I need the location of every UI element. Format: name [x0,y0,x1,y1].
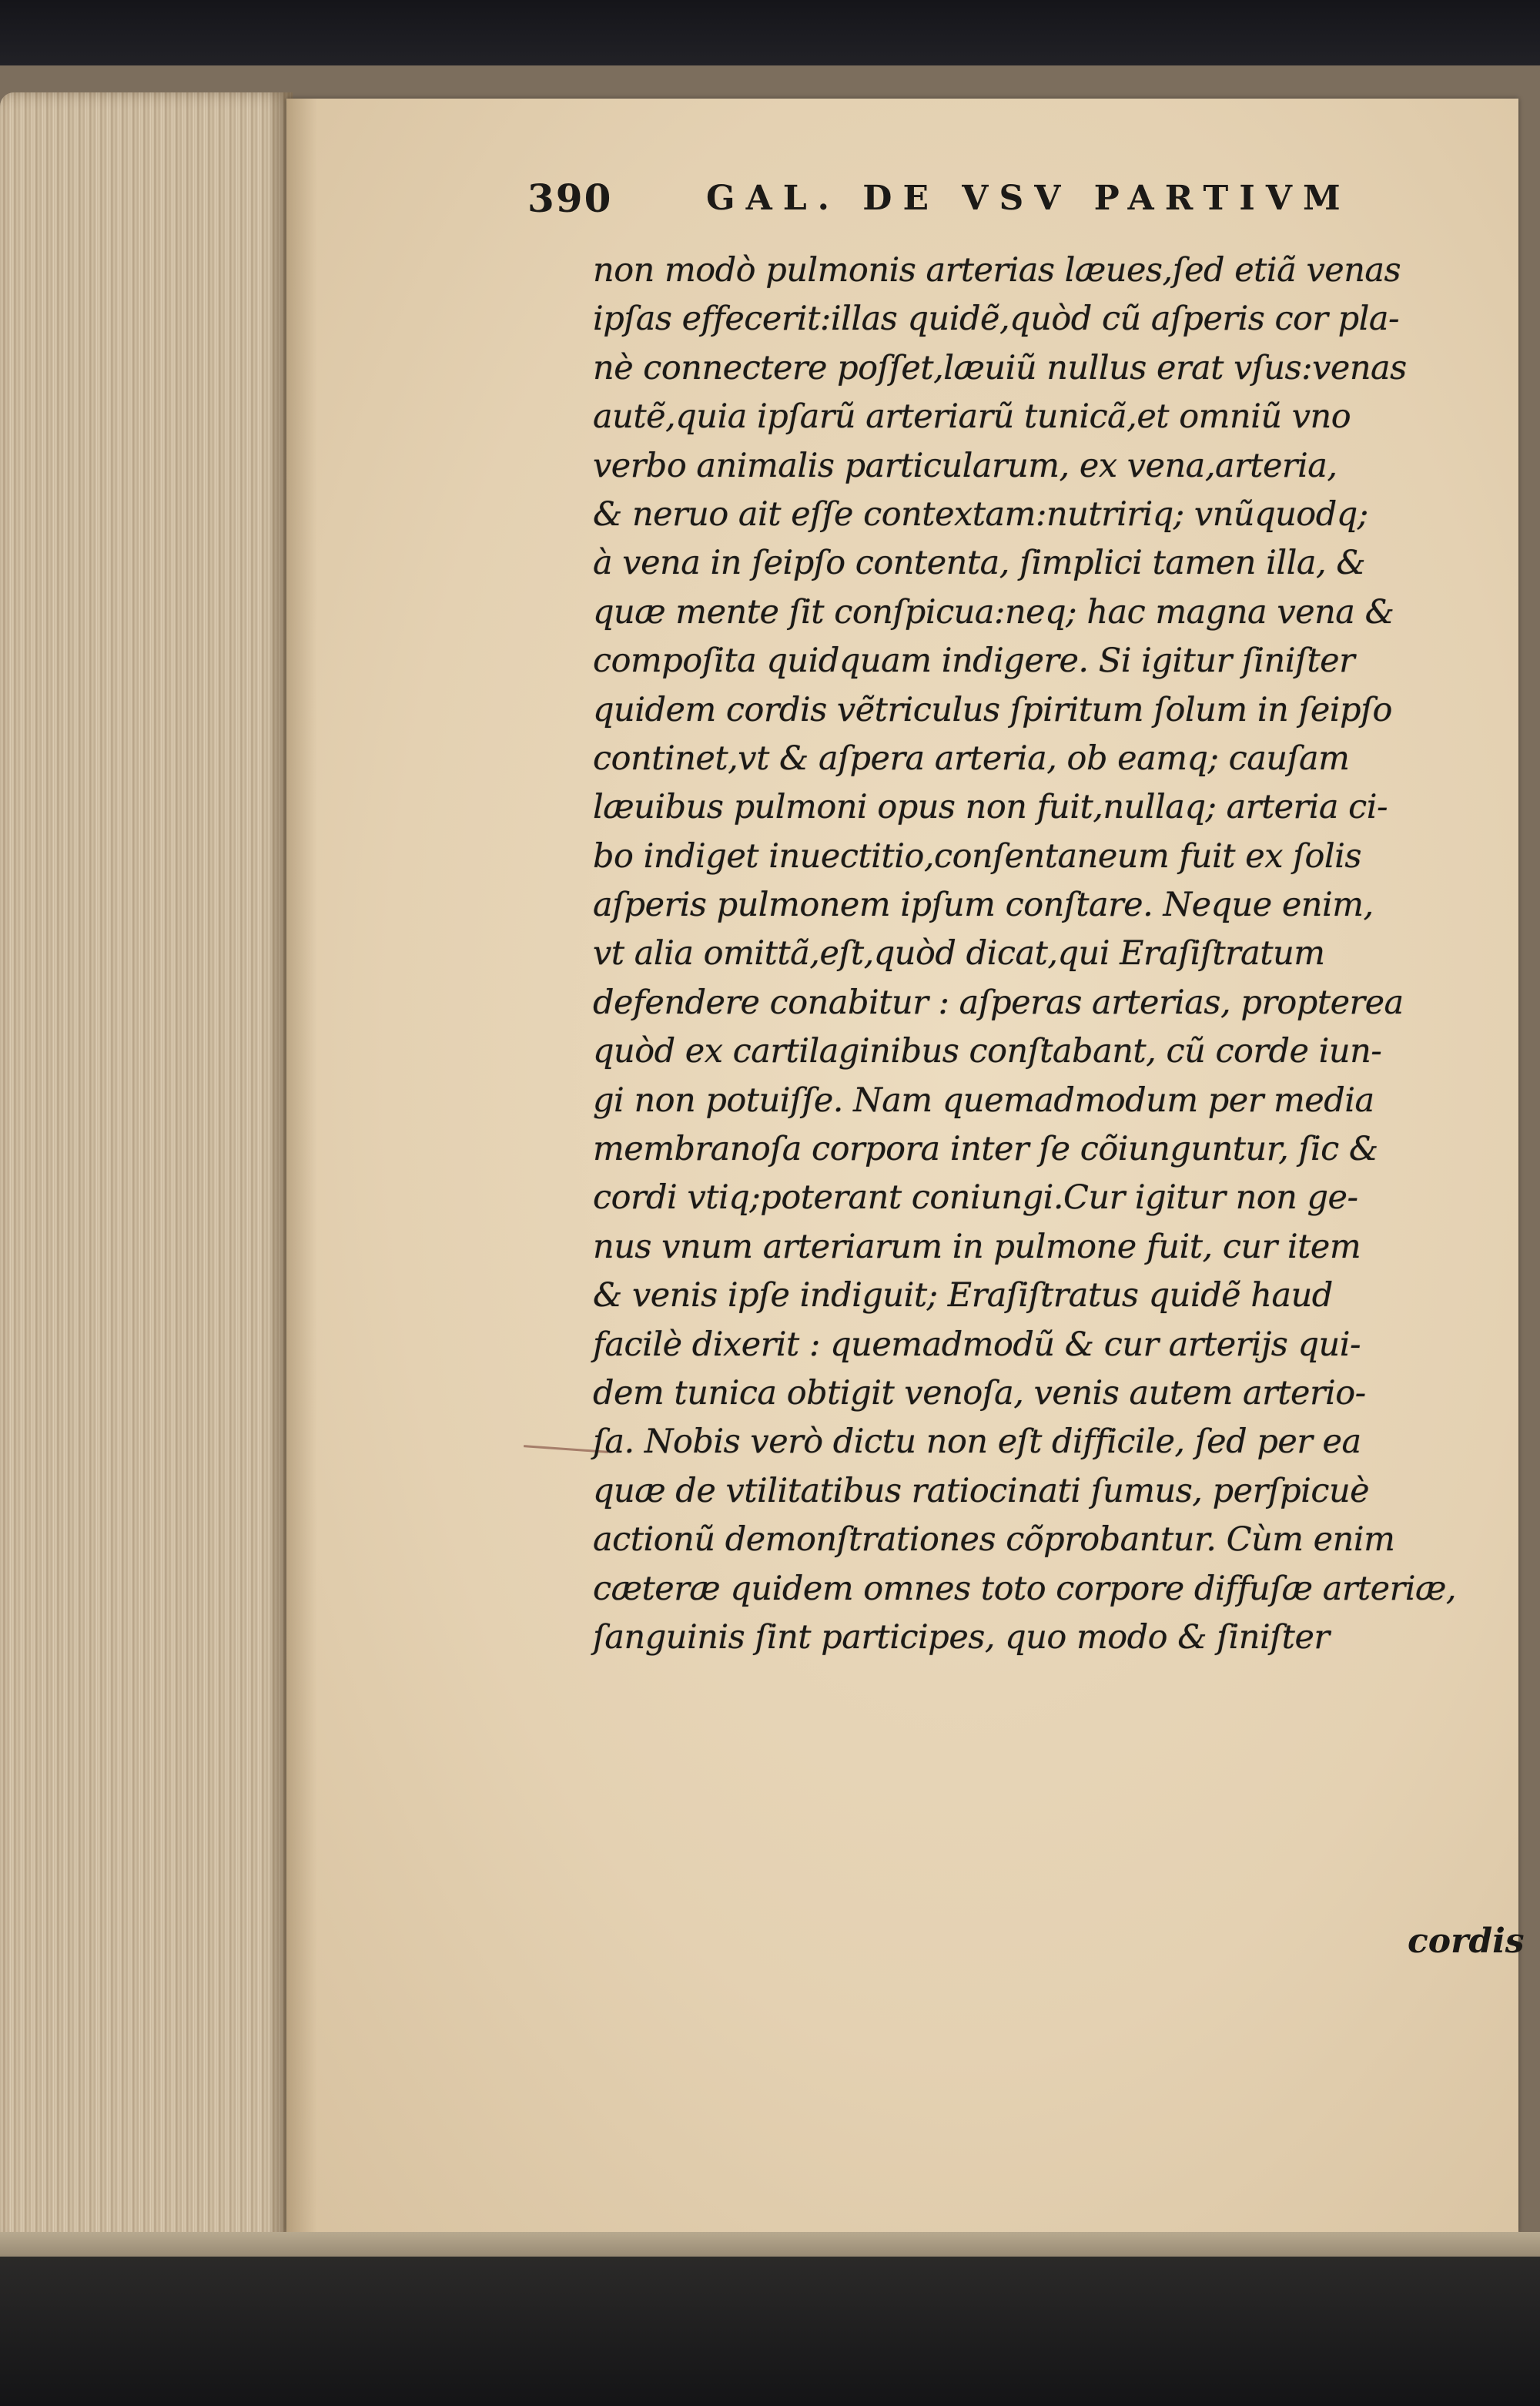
text-block [593,246,1517,1662]
text-line: quidem cordis vẽtriculus ſpiritum ſolum in ſeipſo [593,690,1392,729]
text-line: gi non potuiſſe. Nam quemadmodum per media [593,1081,1374,1120]
text-line: bo indiget inuectitio,conſentaneum fuit ex ſolis [593,836,1361,876]
text-line: & venis ipſe indiguit; Eraſiſtratus quidẽ haud [593,1276,1333,1315]
text-line: vt alia omittã,eſt,quòd dicat,qui Eraſiſtratum [593,934,1325,973]
text-line: cæteræ quidem omnes toto corpore diffuſæ arteriæ, [593,1569,1457,1608]
text-line: defendere conabitur : aſperas arterias, propterea [593,983,1404,1022]
text-line: actionũ demonſtrationes cõprobantur. Cùm enim [593,1520,1395,1560]
text-line: quæ de vtilitatibus ratiocinati ſumus, perſpicuè [593,1471,1370,1510]
text-line: continet,vt & aſpera arteria, ob eamq; cauſam [593,739,1350,778]
text-line: cordi vtiq;poterant coniungi.Cur igitur non ge- [593,1178,1358,1218]
text-line: verbo animalis particularum, ex vena,arteria, [593,446,1337,485]
text-line: autẽ,quia ipſarũ arteriarũ tunicã,et omniũ vno [593,397,1351,437]
text-line: læuibus pulmoni opus non fuit,nullaq; arteria ci- [593,788,1388,827]
text-line: dem tunica obtigit venoſa, venis autem arterio- [593,1373,1366,1412]
text-line: aſperis pulmonem ipſum conſtare. Neque enim, [593,886,1374,925]
text-line: à vena in ſeipſo contenta, ſimplici tamen illa, & [593,544,1366,583]
dark-backdrop-bottom [0,2257,1540,2406]
text-line: nus vnum arteriarum in pulmone fuit, cur item [593,1227,1361,1266]
page-edges [0,92,293,2249]
text-line: nè connectere poſſet,læuiũ nullus erat vſus:venas [593,348,1407,387]
text-line: non modò pulmonis arterias læues,ſed etiã venas [593,251,1401,290]
page-number: 390 [527,176,613,221]
text-line: ſanguinis ſint participes, quo modo & ſiniſter [593,1617,1330,1657]
text-line: ſa. Nobis verò dictu non eſt difficile, ſed per ea [593,1422,1361,1462]
text-line: membranoſa corpora inter ſe cõiunguntur, ſic & [593,1130,1378,1169]
text-line: & neruo ait eſſe contextam:nutririq; vnũquodq; [593,494,1368,534]
text-line: compoſita quidquam indigere. Si igitur ſiniſter [593,642,1355,681]
page-header [527,176,1513,230]
text-line: facilè dixerit : quemadmodũ & cur arterijs qui- [593,1325,1361,1364]
running-head: GAL. DE VSV PARTIVM [706,179,1351,218]
text-line: ipſas effecerit:illas quidẽ,quòd cũ aſperis cor pla- [593,300,1400,339]
catchword: cordis [1408,1922,1525,1961]
text-line: quòd ex cartilaginibus conſtabant, cũ corde iun- [593,1032,1382,1071]
text-line: quæ mente ſit conſpicua:neq; hac magna vena & [593,592,1394,632]
